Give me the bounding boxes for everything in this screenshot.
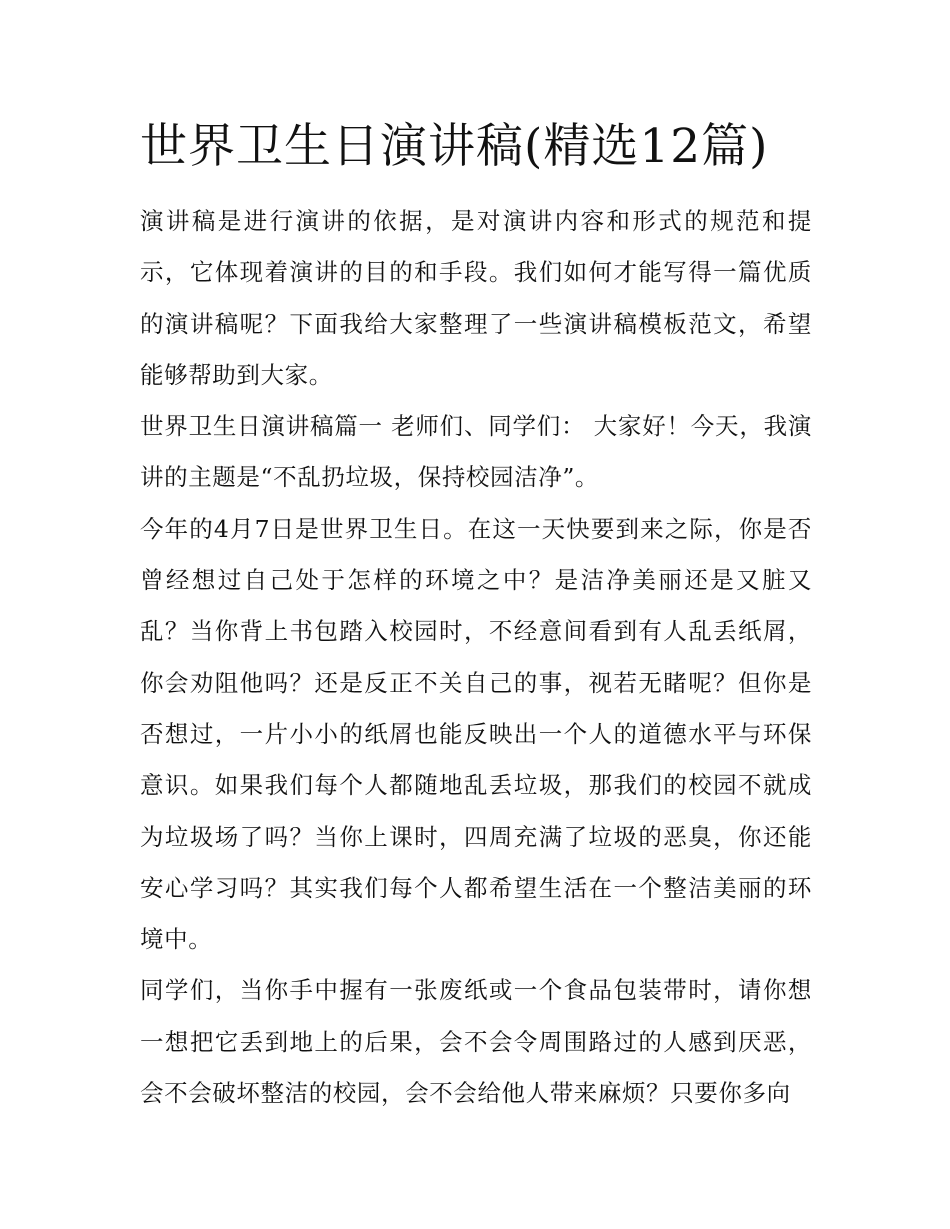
paragraph-health-day: 今年的4月7日是世界卫生日。在这一天快要到来之际，你是否曾经想过自己处于怎样的环境之中？是洁净美丽还是又脏又乱？当你背上书包踏入校园时，不经意间看到有人乱丢纸屑，你会劝阻他吗？还是反正不关自己的事，视若无睹呢？但你是否想过，一片小小的纸屑也能反映出一个人的道德水平与环保意识。如果我们每个人都随地乱丢垃圾，那我们的校园不就成为垃圾场了吗？当你上课时，四周充满了垃圾的恶臭，你还能安心学习吗？其实我们每个人都希望生活在一个整洁美丽的环境中。 [140,514,812,954]
paragraph-students: 同学们，当你手中握有一张废纸或一个食品包装带时，请你想一想把它丢到地上的后果，会不会令周围路过的人感到厌恶，会不会破坏整洁的校园，会不会给他人带来麻烦？只要你多向 [140,976,812,1108]
paragraph-intro: 演讲稿是进行演讲的依据，是对演讲内容和形式的规范和提示，它体现着演讲的目的和手段。我们如何才能写得一篇优质的演讲稿呢？下面我给大家整理了一些演讲稿模板范文，希望能够帮助到大家。 [140,207,812,389]
document-body [140,196,812,1119]
page-title: 世界卫生日演讲稿(精选12篇) [140,119,769,174]
paragraph-greeting: 世界卫生日演讲稿篇一 老师们、同学们： 大家好！今天，我演讲的主题是“不乱扔垃圾，保持校园洁净”。 [140,412,812,492]
